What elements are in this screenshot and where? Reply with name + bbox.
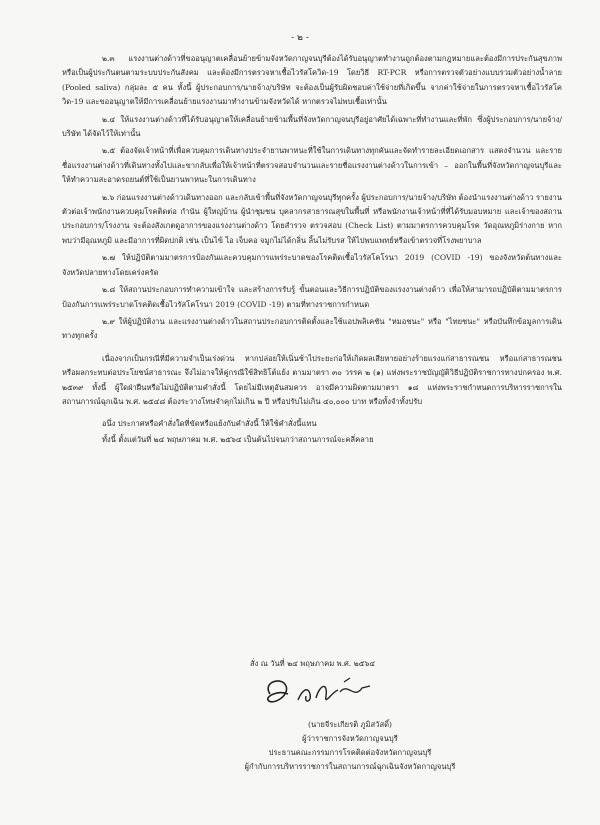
sign-date: สั่ง ณ วันที่ ๒๔ พฤษภาคม พ.ศ. ๒๕๖๔	[250, 659, 376, 668]
signature-image	[258, 672, 388, 712]
paragraph-supersede: อนึ่ง ประกาศหรือคำสั่งใดที่ขัดหรือแย้งกับคำสั่งนี้ ให้ใช้คำสั่งนี้แทน	[102, 419, 317, 429]
signer-position-governor: ผู้ว่าราชการจังหวัดกาญจนบุรี	[302, 734, 398, 743]
document-body	[62, 52, 562, 448]
paragraph-urgency: เนื่องจากเป็นกรณีที่มีความจำเป็นเร่งด่วน หากปล่อยให้เนิ่นช้าไประยะก่อให้เกิดผลเสียหายอย่างร้ายแรงแก่สาธารณชน หรือแก่สาธารณชน หรือผลกระทบต่อประโยชน์สาธารณะ จึงไม่อาจให้คู่กรณีใช้สิทธิโต้แย้ง ตามมาตรา ๓๐ วรรค ๒ (๑) แห่งพระราชบัญญัติวิธีปฏิบัติราชการทางปกครอง พ.ศ. ๒๕๓๙ ทั้งนี้ ผู้ใดฝ่าฝืนหรือไม่ปฏิบัติตามคำสั่งนี้ โดยไม่มีเหตุอันสมควร อาจมีความผิดตามมาตรา ๑๘ แห่งพระราชกำหนดการบริหารราชการในสถานการณ์ฉุกเฉิน พ.ศ. ๒๕๔๘ ต้องระวางโทษจำคุกไม่เกิน ๒ ปี หรือปรับไม่เกิน ๔๐,๐๐๐ บาท หรือทั้งจำทั้งปรับ	[62, 353, 562, 406]
paragraph-2-7: ๒.๗ ให้ปฏิบัติตามมาตรการป้องกันและควบคุมการแพร่ระบาดของโรคติดเชื้อไวรัสโคโรนา 2019 (COVID -19) ของจังหวัดต้นทางและจังหวัดปลายทางโดยเคร่งครัด	[62, 253, 562, 277]
paragraph-2-8: ๒.๘ ให้สถานประกอบการทำความเข้าใจ และสร้างการรับรู้ ขั้นตอนและวิธีการปฏิบัติของแรงงานต่างด้าว เพื่อให้สามารถปฏิบัติตามมาตรการป้องกันการแพร่ระบาดโรคติดเชื้อไวรัสโคโรนา 2019 (COVID -19) ตามที่ทางราชการกำหนด	[62, 285, 562, 309]
paragraph-2-4: ๒.๔ ให้แรงงานต่างด้าวที่ได้รับอนุญาตให้เคลื่อนย้ายข้ามพื้นที่จังหวัดกาญจนบุรีอยู่อาศัยได้เฉพาะที่ทำงานและที่พัก ซึ่งผู้ประกอบการ/นายจ้าง/บริษัท ได้จัดไว้ให้เท่านั้น	[62, 114, 562, 139]
signer-position-committee: ประธานคณะกรรมการโรคติดต่อจังหวัดกาญจนบุรี	[268, 748, 432, 757]
paragraph-2-6: ๒.๖ ก่อนแรงงานต่างด้าวเดินทางออก และกลับเข้าพื้นที่จังหวัดกาญจนบุรีทุกครั้ง ผู้ประกอบการ/นายจ้าง/บริษัท ต้องนำแรงงานต่างด้าว รายงานตัวต่อเจ้าพนักงานควบคุมโรคติดต่อ กำนัน ผู้ใหญ่บ้าน ผู้นำชุมชน บุคลากรสาธารณสุขในพื้นที่ หรือพนักงานเจ้าหน้าที่ที่ได้รับมอบหมาย และเจ้าของสถานประกอบการ/โรงงาน จะต้องสังเกตดูอาการของแรงงานต่างด้าว โดยสำรวจ ตรวจสอบ (Check List) ตามมาตรการควบคุมโรค วัดอุณหภูมิร่างกาย หากพบว่ามีอุณหภูมิ และมีอาการที่ผิดปกติ เช่น เป็นไข้ ไอ เจ็บคอ จมูกไม่ได้กลิ่น ลิ้นไม่รับรส ให้ไปพบแพทย์หรือเข้าตรวจที่โรงพยาบาล	[62, 192, 562, 245]
signature-block	[150, 718, 550, 774]
signer-position-emergency: ผู้กำกับการบริหารราชการในสถานการณ์ฉุกเฉินจังหวัดกาญจนบุรี	[244, 762, 456, 771]
paragraph-effective-date: ทั้งนี้ ตั้งแต่วันที่ ๒๔ พฤษภาคม พ.ศ. ๒๕๖๔ เป็นต้นไปจนกว่าสถานการณ์จะคลี่คลาย	[102, 434, 374, 444]
signer-name: (นายจีระเกียรติ ภูมิสวัสดิ์)	[308, 720, 392, 729]
paragraph-2-5: ๒.๕ ต้องจัดเจ้าหน้าที่เพื่อควบคุมการเดินทางประจำยานพาหนะที่ใช้ในการเดินทางทุกคันและจัดทำรายละเอียดเอกสาร แสดงจำนวน และรายชื่อแรงงานต่างด้าวที่เดินทางทั้งไปและขากลับเพื่อให้เจ้าหน้าที่ตรวจสอบจำนวนและรายชื่อแรงงานต่างด้าวในการเข้า – ออกในพื้นที่จังหวัดกาญจนบุรีและให้ทำความสะอาดรถยนต์ที่ใช้เป็นยานพาหนะในการเดินทาง	[62, 146, 562, 185]
paragraph-2-3: ๒.๓ แรงงานต่างด้าวที่ขออนุญาตเคลื่อนย้ายข้ามจังหวัดกาญจนบุรีต้องได้รับอนุญาตทำงานถูกต้องตามกฎหมายและต้องมีการประกันสุขภาพ หรือเป็นผู้ประกันตนตามระบบประกันสังคม และต้องมีการตรวจหาเชื้อไวรัสโควิด-19 โดยวิธี RT-PCR หรือการตรวจตัวอย่างแบบรวมตัวอย่างน้ำลาย (Pooled saliva) กลุ่มละ ๕ คน ทั้งนี้ ผู้ประกอบการ/นายจ้าง/บริษัท จะต้องเป็นผู้รับผิดชอบค่าใช้จ่ายที่เกิดขึ้น จากค่าใช้จ่ายในการตรวจหาเชื้อไวรัสโควิด-19 และขออนุญาตให้มีการเคลื่อนย้ายแรงงานมาทำงานข้ามจังหวัดได้ หากตรวจไม่พบเชื้อเท่านั้น	[62, 54, 562, 107]
page-number: - ๒ -	[291, 33, 309, 43]
paragraph-2-9: ๒.๙ ให้ผู้ปฏิบัติงาน และแรงงานต่างด้าวในสถานประกอบการติดตั้งและใช้แอปพลิเคชัน "หมอชนะ" หรือ "ไทยชนะ" หรือบันทึกข้อมูลการเดินทางทุกครั้ง	[62, 316, 562, 341]
